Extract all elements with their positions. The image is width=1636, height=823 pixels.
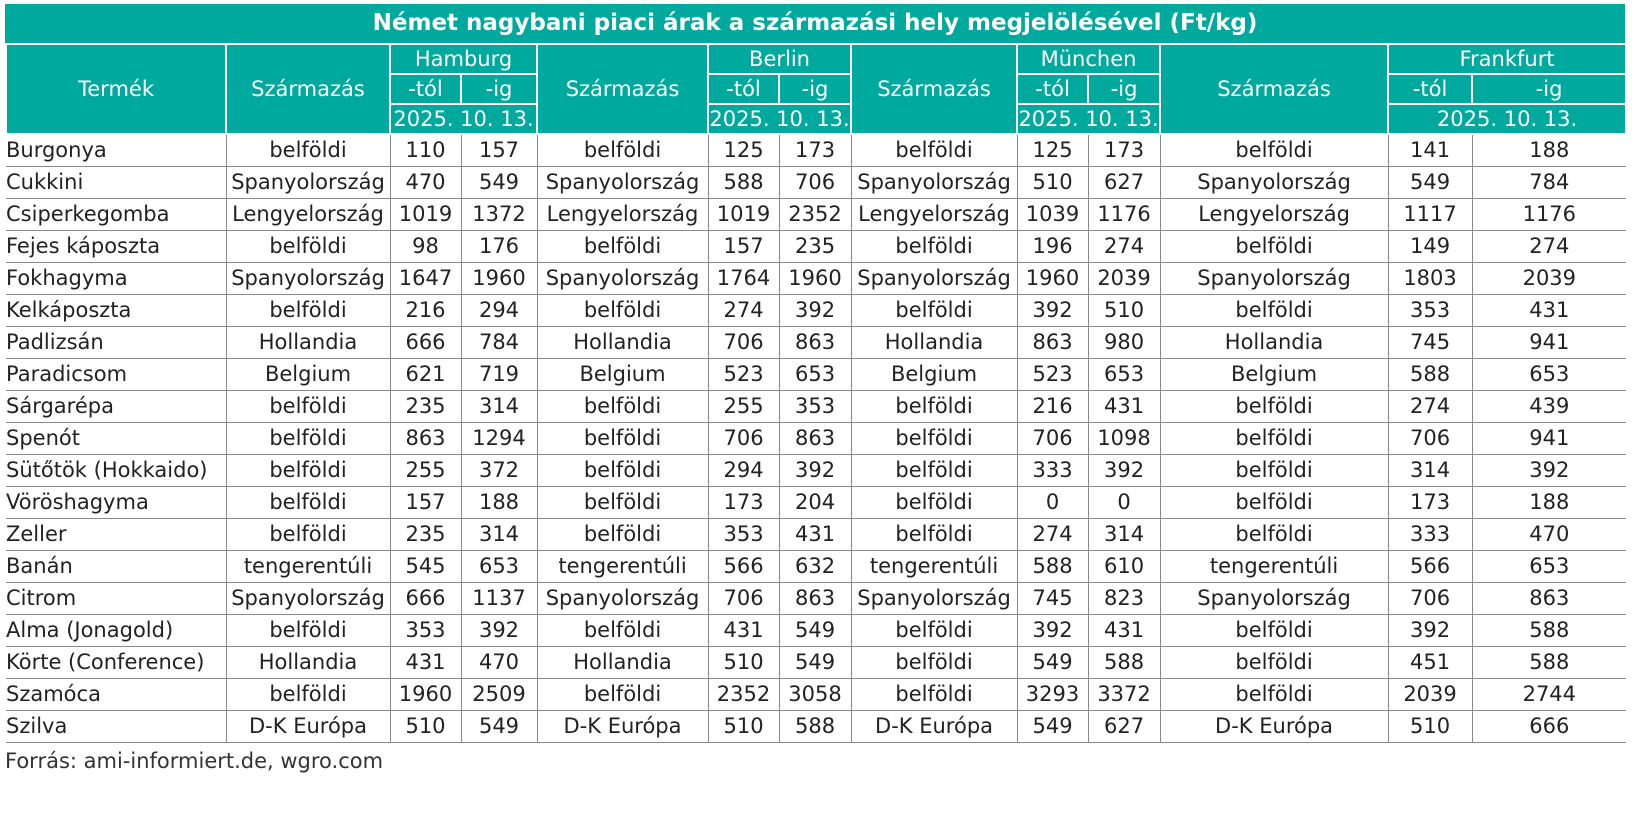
origin-cell-hamburg: tengerentúli <box>226 551 390 583</box>
to-cell-hamburg: 176 <box>461 231 537 263</box>
from-cell-hamburg: 510 <box>390 711 461 743</box>
origin-cell-frankfurt: belföldi <box>1160 231 1388 263</box>
product-cell: Padlizsán <box>6 327 226 359</box>
to-cell-berlin: 863 <box>779 583 851 615</box>
to-cell-frankfurt: 784 <box>1472 167 1626 199</box>
from-cell-frankfurt: 333 <box>1388 519 1472 551</box>
table-row <box>6 583 1626 615</box>
origin-cell-berlin: belföldi <box>537 519 708 551</box>
to-cell-berlin: 392 <box>779 295 851 327</box>
to-cell-berlin: 706 <box>779 167 851 199</box>
to-cell-hamburg: 1294 <box>461 423 537 455</box>
origin-cell-berlin: belföldi <box>537 455 708 487</box>
from-cell-berlin: 353 <box>708 519 779 551</box>
table-row <box>6 711 1626 743</box>
to-cell-frankfurt: 863 <box>1472 583 1626 615</box>
origin-cell-berlin: belföldi <box>537 615 708 647</box>
origin-cell-munchen: Hollandia <box>851 327 1017 359</box>
to-cell-hamburg: 549 <box>461 711 537 743</box>
header-to-munchen: -ig <box>1088 74 1160 104</box>
origin-cell-munchen: Lengyelország <box>851 199 1017 231</box>
to-cell-hamburg: 157 <box>461 134 537 167</box>
header-city-munchen: München <box>1017 45 1160 74</box>
from-cell-munchen: 588 <box>1017 551 1088 583</box>
header-city-hamburg: Hamburg <box>390 45 537 74</box>
to-cell-frankfurt: 588 <box>1472 647 1626 679</box>
to-cell-hamburg: 314 <box>461 519 537 551</box>
origin-cell-frankfurt: belföldi <box>1160 487 1388 519</box>
from-cell-frankfurt: 149 <box>1388 231 1472 263</box>
from-cell-berlin: 1764 <box>708 263 779 295</box>
origin-cell-frankfurt: Belgium <box>1160 359 1388 391</box>
table-row <box>6 134 1626 167</box>
product-cell: Spenót <box>6 423 226 455</box>
to-cell-munchen: 980 <box>1088 327 1160 359</box>
to-cell-frankfurt: 274 <box>1472 231 1626 263</box>
table-row <box>6 423 1626 455</box>
to-cell-munchen: 510 <box>1088 295 1160 327</box>
from-cell-frankfurt: 141 <box>1388 134 1472 167</box>
product-cell: Burgonya <box>6 134 226 167</box>
from-cell-frankfurt: 274 <box>1388 391 1472 423</box>
header-city-frankfurt: Frankfurt <box>1388 45 1626 74</box>
from-cell-frankfurt: 314 <box>1388 455 1472 487</box>
to-cell-frankfurt: 392 <box>1472 455 1626 487</box>
origin-cell-hamburg: belföldi <box>226 679 390 711</box>
origin-cell-munchen: belföldi <box>851 455 1017 487</box>
to-cell-hamburg: 1960 <box>461 263 537 295</box>
to-cell-munchen: 1176 <box>1088 199 1160 231</box>
price-table-panel <box>5 4 1625 773</box>
from-cell-munchen: 196 <box>1017 231 1088 263</box>
from-cell-munchen: 333 <box>1017 455 1088 487</box>
origin-cell-hamburg: Spanyolország <box>226 263 390 295</box>
header-date-berlin: 2025. 10. 13. <box>708 104 851 134</box>
origin-cell-hamburg: belföldi <box>226 423 390 455</box>
origin-cell-frankfurt: Lengyelország <box>1160 199 1388 231</box>
origin-cell-munchen: belföldi <box>851 391 1017 423</box>
origin-cell-hamburg: D-K Európa <box>226 711 390 743</box>
table-row <box>6 455 1626 487</box>
from-cell-berlin: 510 <box>708 647 779 679</box>
to-cell-munchen: 627 <box>1088 167 1160 199</box>
product-cell: Alma (Jonagold) <box>6 615 226 647</box>
to-cell-munchen: 0 <box>1088 487 1160 519</box>
from-cell-frankfurt: 706 <box>1388 423 1472 455</box>
to-cell-munchen: 627 <box>1088 711 1160 743</box>
product-cell: Szamóca <box>6 679 226 711</box>
table-row <box>6 199 1626 231</box>
header-date-frankfurt: 2025. 10. 13. <box>1388 104 1626 134</box>
to-cell-munchen: 588 <box>1088 647 1160 679</box>
origin-cell-berlin: Hollandia <box>537 327 708 359</box>
from-cell-hamburg: 1019 <box>390 199 461 231</box>
from-cell-berlin: 157 <box>708 231 779 263</box>
from-cell-frankfurt: 706 <box>1388 583 1472 615</box>
origin-cell-berlin: belföldi <box>537 231 708 263</box>
origin-cell-hamburg: belföldi <box>226 231 390 263</box>
origin-cell-berlin: Spanyolország <box>537 583 708 615</box>
from-cell-munchen: 216 <box>1017 391 1088 423</box>
table-row <box>6 679 1626 711</box>
product-cell: Cukkini <box>6 167 226 199</box>
origin-cell-frankfurt: belföldi <box>1160 647 1388 679</box>
origin-cell-berlin: Hollandia <box>537 647 708 679</box>
from-cell-berlin: 1019 <box>708 199 779 231</box>
origin-cell-frankfurt: belföldi <box>1160 423 1388 455</box>
to-cell-hamburg: 188 <box>461 487 537 519</box>
header-to-frankfurt: -ig <box>1472 74 1626 104</box>
to-cell-hamburg: 2509 <box>461 679 537 711</box>
origin-cell-frankfurt: belföldi <box>1160 295 1388 327</box>
from-cell-hamburg: 666 <box>390 327 461 359</box>
from-cell-berlin: 706 <box>708 583 779 615</box>
origin-cell-munchen: belföldi <box>851 134 1017 167</box>
product-cell: Vöröshagyma <box>6 487 226 519</box>
to-cell-hamburg: 470 <box>461 647 537 679</box>
origin-cell-hamburg: Lengyelország <box>226 199 390 231</box>
from-cell-frankfurt: 392 <box>1388 615 1472 647</box>
to-cell-frankfurt: 2744 <box>1472 679 1626 711</box>
origin-cell-frankfurt: belföldi <box>1160 519 1388 551</box>
origin-cell-hamburg: belföldi <box>226 487 390 519</box>
product-cell: Banán <box>6 551 226 583</box>
origin-cell-hamburg: Belgium <box>226 359 390 391</box>
table-row <box>6 263 1626 295</box>
origin-cell-berlin: belföldi <box>537 487 708 519</box>
from-cell-hamburg: 216 <box>390 295 461 327</box>
origin-cell-berlin: Belgium <box>537 359 708 391</box>
header-origin-frankfurt: Származás <box>1160 45 1388 134</box>
to-cell-frankfurt: 653 <box>1472 551 1626 583</box>
price-table <box>5 45 1627 743</box>
to-cell-frankfurt: 431 <box>1472 295 1626 327</box>
product-cell: Körte (Conference) <box>6 647 226 679</box>
header-origin-hamburg: Származás <box>226 45 390 134</box>
from-cell-frankfurt: 173 <box>1388 487 1472 519</box>
table-header <box>6 45 1626 134</box>
to-cell-berlin: 3058 <box>779 679 851 711</box>
from-cell-berlin: 706 <box>708 423 779 455</box>
table-row <box>6 487 1626 519</box>
origin-cell-hamburg: belföldi <box>226 134 390 167</box>
source-note: Forrás: ami-informiert.de, wgro.com <box>5 749 384 773</box>
product-cell: Csiperkegomba <box>6 199 226 231</box>
product-cell: Szilva <box>6 711 226 743</box>
table-row <box>6 327 1626 359</box>
from-cell-munchen: 3293 <box>1017 679 1088 711</box>
from-cell-munchen: 523 <box>1017 359 1088 391</box>
table-row <box>6 615 1626 647</box>
to-cell-berlin: 431 <box>779 519 851 551</box>
from-cell-berlin: 431 <box>708 615 779 647</box>
to-cell-berlin: 588 <box>779 711 851 743</box>
from-cell-munchen: 274 <box>1017 519 1088 551</box>
origin-cell-munchen: belföldi <box>851 423 1017 455</box>
from-cell-frankfurt: 549 <box>1388 167 1472 199</box>
header-from-hamburg: -tól <box>390 74 461 104</box>
to-cell-hamburg: 653 <box>461 551 537 583</box>
from-cell-munchen: 392 <box>1017 615 1088 647</box>
product-cell: Sárgarépa <box>6 391 226 423</box>
from-cell-munchen: 549 <box>1017 711 1088 743</box>
origin-cell-hamburg: belföldi <box>226 295 390 327</box>
to-cell-berlin: 863 <box>779 327 851 359</box>
origin-cell-berlin: belföldi <box>537 134 708 167</box>
header-to-berlin: -ig <box>779 74 851 104</box>
origin-cell-munchen: belföldi <box>851 679 1017 711</box>
to-cell-hamburg: 719 <box>461 359 537 391</box>
from-cell-frankfurt: 588 <box>1388 359 1472 391</box>
origin-cell-munchen: belföldi <box>851 519 1017 551</box>
from-cell-berlin: 510 <box>708 711 779 743</box>
origin-cell-munchen: Spanyolország <box>851 167 1017 199</box>
to-cell-munchen: 431 <box>1088 615 1160 647</box>
to-cell-hamburg: 1137 <box>461 583 537 615</box>
to-cell-hamburg: 294 <box>461 295 537 327</box>
from-cell-berlin: 588 <box>708 167 779 199</box>
header-origin-berlin: Származás <box>537 45 708 134</box>
from-cell-hamburg: 1647 <box>390 263 461 295</box>
from-cell-munchen: 510 <box>1017 167 1088 199</box>
origin-cell-munchen: D-K Európa <box>851 711 1017 743</box>
from-cell-frankfurt: 745 <box>1388 327 1472 359</box>
from-cell-hamburg: 666 <box>390 583 461 615</box>
to-cell-frankfurt: 470 <box>1472 519 1626 551</box>
to-cell-frankfurt: 666 <box>1472 711 1626 743</box>
to-cell-munchen: 2039 <box>1088 263 1160 295</box>
from-cell-frankfurt: 1803 <box>1388 263 1472 295</box>
from-cell-berlin: 706 <box>708 327 779 359</box>
from-cell-berlin: 125 <box>708 134 779 167</box>
origin-cell-frankfurt: Spanyolország <box>1160 583 1388 615</box>
to-cell-frankfurt: 941 <box>1472 423 1626 455</box>
from-cell-hamburg: 431 <box>390 647 461 679</box>
origin-cell-berlin: D-K Európa <box>537 711 708 743</box>
origin-cell-hamburg: Spanyolország <box>226 583 390 615</box>
origin-cell-frankfurt: belföldi <box>1160 391 1388 423</box>
to-cell-hamburg: 314 <box>461 391 537 423</box>
to-cell-munchen: 314 <box>1088 519 1160 551</box>
from-cell-frankfurt: 566 <box>1388 551 1472 583</box>
to-cell-berlin: 204 <box>779 487 851 519</box>
to-cell-hamburg: 372 <box>461 455 537 487</box>
origin-cell-munchen: belföldi <box>851 647 1017 679</box>
table-row <box>6 359 1626 391</box>
to-cell-munchen: 653 <box>1088 359 1160 391</box>
table-row <box>6 231 1626 263</box>
product-cell: Fejes káposzta <box>6 231 226 263</box>
to-cell-hamburg: 392 <box>461 615 537 647</box>
from-cell-berlin: 523 <box>708 359 779 391</box>
header-from-berlin: -tól <box>708 74 779 104</box>
to-cell-berlin: 653 <box>779 359 851 391</box>
origin-cell-berlin: belföldi <box>537 423 708 455</box>
to-cell-munchen: 823 <box>1088 583 1160 615</box>
origin-cell-hamburg: belföldi <box>226 455 390 487</box>
origin-cell-munchen: belföldi <box>851 231 1017 263</box>
from-cell-berlin: 255 <box>708 391 779 423</box>
origin-cell-munchen: Spanyolország <box>851 583 1017 615</box>
origin-cell-hamburg: Hollandia <box>226 647 390 679</box>
from-cell-hamburg: 470 <box>390 167 461 199</box>
to-cell-berlin: 632 <box>779 551 851 583</box>
to-cell-munchen: 392 <box>1088 455 1160 487</box>
to-cell-frankfurt: 2039 <box>1472 263 1626 295</box>
to-cell-berlin: 2352 <box>779 199 851 231</box>
from-cell-berlin: 566 <box>708 551 779 583</box>
from-cell-munchen: 863 <box>1017 327 1088 359</box>
from-cell-hamburg: 353 <box>390 615 461 647</box>
to-cell-munchen: 173 <box>1088 134 1160 167</box>
product-cell: Sütőtök (Hokkaido) <box>6 455 226 487</box>
origin-cell-frankfurt: belföldi <box>1160 615 1388 647</box>
origin-cell-munchen: belföldi <box>851 487 1017 519</box>
from-cell-hamburg: 1960 <box>390 679 461 711</box>
origin-cell-frankfurt: belföldi <box>1160 679 1388 711</box>
header-from-munchen: -tól <box>1017 74 1088 104</box>
to-cell-berlin: 353 <box>779 391 851 423</box>
to-cell-berlin: 549 <box>779 615 851 647</box>
from-cell-munchen: 706 <box>1017 423 1088 455</box>
from-cell-munchen: 1960 <box>1017 263 1088 295</box>
from-cell-berlin: 2352 <box>708 679 779 711</box>
from-cell-hamburg: 98 <box>390 231 461 263</box>
table-row <box>6 551 1626 583</box>
table-row <box>6 519 1626 551</box>
origin-cell-berlin: Spanyolország <box>537 263 708 295</box>
origin-cell-hamburg: Spanyolország <box>226 167 390 199</box>
origin-cell-berlin: belföldi <box>537 679 708 711</box>
origin-cell-berlin: Lengyelország <box>537 199 708 231</box>
to-cell-berlin: 392 <box>779 455 851 487</box>
from-cell-hamburg: 255 <box>390 455 461 487</box>
origin-cell-berlin: tengerentúli <box>537 551 708 583</box>
to-cell-frankfurt: 188 <box>1472 487 1626 519</box>
to-cell-munchen: 1098 <box>1088 423 1160 455</box>
table-title: Német nagybani piaci árak a származási hely megjelölésével (Ft/kg) <box>5 4 1625 45</box>
origin-cell-frankfurt: belföldi <box>1160 134 1388 167</box>
to-cell-frankfurt: 653 <box>1472 359 1626 391</box>
from-cell-berlin: 294 <box>708 455 779 487</box>
origin-cell-munchen: belföldi <box>851 615 1017 647</box>
header-to-hamburg: -ig <box>461 74 537 104</box>
from-cell-munchen: 549 <box>1017 647 1088 679</box>
origin-cell-munchen: belföldi <box>851 295 1017 327</box>
origin-cell-frankfurt: D-K Európa <box>1160 711 1388 743</box>
to-cell-frankfurt: 588 <box>1472 615 1626 647</box>
from-cell-munchen: 745 <box>1017 583 1088 615</box>
from-cell-munchen: 392 <box>1017 295 1088 327</box>
origin-cell-frankfurt: Spanyolország <box>1160 167 1388 199</box>
from-cell-hamburg: 545 <box>390 551 461 583</box>
product-cell: Zeller <box>6 519 226 551</box>
origin-cell-frankfurt: Hollandia <box>1160 327 1388 359</box>
to-cell-berlin: 173 <box>779 134 851 167</box>
to-cell-frankfurt: 439 <box>1472 391 1626 423</box>
origin-cell-frankfurt: Spanyolország <box>1160 263 1388 295</box>
to-cell-frankfurt: 941 <box>1472 327 1626 359</box>
to-cell-berlin: 863 <box>779 423 851 455</box>
table-row <box>6 167 1626 199</box>
product-cell: Paradicsom <box>6 359 226 391</box>
table-body <box>6 134 1626 743</box>
to-cell-berlin: 549 <box>779 647 851 679</box>
from-cell-frankfurt: 451 <box>1388 647 1472 679</box>
from-cell-hamburg: 157 <box>390 487 461 519</box>
to-cell-berlin: 235 <box>779 231 851 263</box>
table-row <box>6 295 1626 327</box>
origin-cell-munchen: Spanyolország <box>851 263 1017 295</box>
table-row <box>6 391 1626 423</box>
from-cell-berlin: 274 <box>708 295 779 327</box>
from-cell-munchen: 125 <box>1017 134 1088 167</box>
product-cell: Citrom <box>6 583 226 615</box>
origin-cell-frankfurt: tengerentúli <box>1160 551 1388 583</box>
to-cell-munchen: 274 <box>1088 231 1160 263</box>
origin-cell-hamburg: Hollandia <box>226 327 390 359</box>
from-cell-frankfurt: 510 <box>1388 711 1472 743</box>
to-cell-frankfurt: 1176 <box>1472 199 1626 231</box>
to-cell-munchen: 3372 <box>1088 679 1160 711</box>
to-cell-frankfurt: 188 <box>1472 134 1626 167</box>
to-cell-berlin: 1960 <box>779 263 851 295</box>
origin-cell-hamburg: belföldi <box>226 615 390 647</box>
table-row <box>6 647 1626 679</box>
header-from-frankfurt: -tól <box>1388 74 1472 104</box>
from-cell-munchen: 1039 <box>1017 199 1088 231</box>
origin-cell-frankfurt: belföldi <box>1160 455 1388 487</box>
origin-cell-berlin: belföldi <box>537 295 708 327</box>
from-cell-hamburg: 110 <box>390 134 461 167</box>
header-origin-munchen: Származás <box>851 45 1017 134</box>
to-cell-munchen: 431 <box>1088 391 1160 423</box>
header-product: Termék <box>6 45 226 134</box>
from-cell-frankfurt: 353 <box>1388 295 1472 327</box>
to-cell-hamburg: 549 <box>461 167 537 199</box>
header-date-hamburg: 2025. 10. 13. <box>390 104 537 134</box>
from-cell-hamburg: 621 <box>390 359 461 391</box>
from-cell-berlin: 173 <box>708 487 779 519</box>
to-cell-hamburg: 784 <box>461 327 537 359</box>
origin-cell-munchen: tengerentúli <box>851 551 1017 583</box>
from-cell-frankfurt: 2039 <box>1388 679 1472 711</box>
header-city-berlin: Berlin <box>708 45 851 74</box>
origin-cell-hamburg: belföldi <box>226 391 390 423</box>
from-cell-frankfurt: 1117 <box>1388 199 1472 231</box>
product-cell: Kelkáposzta <box>6 295 226 327</box>
to-cell-hamburg: 1372 <box>461 199 537 231</box>
from-cell-hamburg: 863 <box>390 423 461 455</box>
to-cell-munchen: 610 <box>1088 551 1160 583</box>
origin-cell-berlin: belföldi <box>537 391 708 423</box>
origin-cell-hamburg: belföldi <box>226 519 390 551</box>
header-date-munchen: 2025. 10. 13. <box>1017 104 1160 134</box>
product-cell: Fokhagyma <box>6 263 226 295</box>
from-cell-hamburg: 235 <box>390 391 461 423</box>
from-cell-munchen: 0 <box>1017 487 1088 519</box>
origin-cell-munchen: Belgium <box>851 359 1017 391</box>
from-cell-hamburg: 235 <box>390 519 461 551</box>
origin-cell-berlin: Spanyolország <box>537 167 708 199</box>
